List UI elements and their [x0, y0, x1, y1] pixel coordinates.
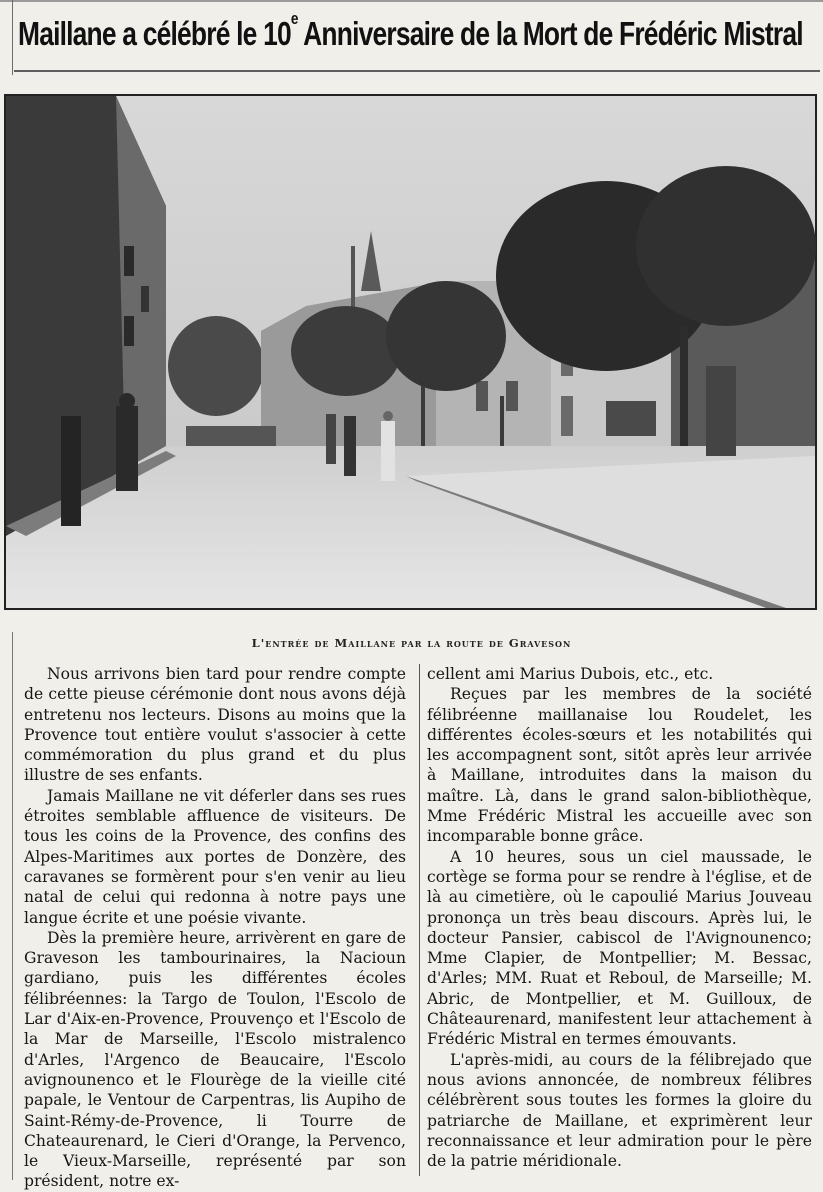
paragraph: Jamais Maillane ne vit déferler dans ses rues étroites semblable affluence de visiteurs. De tous les coins de la Provence, des confins des Alpes-Maritimes aux portes de Donzère, des caravanes se formèrent pour s'en venir au lieu natal de celui qui redonna à notre pays une langue écrite et une poésie vivante.	[24, 786, 406, 927]
street-photograph	[4, 94, 817, 610]
page-left-rule	[12, 632, 13, 1180]
paragraph: L'après-midi, au cours de la félibrejado que nous avions annoncée, de nombreux félibres célébrèrent sous toutes les formes la gloire du patriarche de Maillane, et exprimèrent leur reconnaissance et leur admiration pour le père de la patrie méridionale.	[427, 1050, 812, 1171]
article-column-2	[427, 664, 812, 1180]
paragraph: Nous arrivons bien tard pour rendre compte de cette pieuse cérémonie dont nous avons déjà entretenu nos lecteurs. Disons au moins que la Provence tout entière voulut s'associer à cette commémoration du plus grand et du plus illustre de ses enfants.	[24, 665, 406, 785]
headline	[18, 4, 803, 68]
top-border	[0, 0, 823, 2]
photo-caption: L'entrée de Maillane par la route de Graveson	[251, 636, 572, 650]
paragraph: Reçues par les membres de la société félibréenne maillanaise lou Roudelet, les différentes écoles-sœurs et les notabilités qui les accompagnent sont, sitôt après leur arrivée à Maillane, introduites dans la maison du maître. Là, dans le grand salon-bibliothèque, Mme Frédéric Mistral les accueille avec son incomparable bonne grâce.	[427, 685, 812, 846]
photo-illustration	[6, 96, 815, 608]
article-column-1	[24, 664, 406, 1191]
paragraph: A 10 heures, sous un ciel maussade, le cortège se forma pour se rendre à l'église, et de là au cimetière, où le capoulié Marius Jouveau prononça un très beau discours. Après lui, le docteur Pansier, cabiscol de l'Avignounenco; Mme Clapier, de Montpellier; M. Bessac, d'Arles; MM. Ruat et Reboul, de Marseille; M. Abric, de Montpellier, et M. Guilloux, de Châteaurenard, manifestent leur attachement à Frédéric Mistral en termes émouvants.	[427, 847, 812, 1049]
headline-part-1: Maillane a célébré le 10	[18, 15, 291, 52]
paragraph-continuation: cellent ami Marius Dubois, etc., etc.	[427, 665, 714, 683]
headline-part-2: Anniversaire de la Mort de Frédéric Mistral	[297, 15, 803, 52]
left-border	[12, 0, 13, 75]
headline-underline	[14, 70, 820, 72]
paragraph: Dès la première heure, arrivèrent en gare de Graveson les tambourinaires, la Nacioun gardiano, puis les différentes écoles félibréennes: la Targo de Toulon, l'Escolo de Lar d'Aix-en-Provence, Prouvenço et l'Escolo de la Mar de Marseille, l'Escolo mistralenco d'Arles, l'Argenco de Beaucaire, l'Escolo avignounenco et le Flourège de la vieille cité papale, le Ventour de Carpentras, lis Aupiho de Saint-Rémy-de-Provence, li Tourre de Chateaurenard, le Cieri d'Orange, la Pervenco, le Vieux-Marseille, représenté par son président, notre ex-	[24, 928, 406, 1191]
headline-ordinal-suffix: e	[290, 9, 298, 28]
column-separator	[419, 664, 420, 1176]
